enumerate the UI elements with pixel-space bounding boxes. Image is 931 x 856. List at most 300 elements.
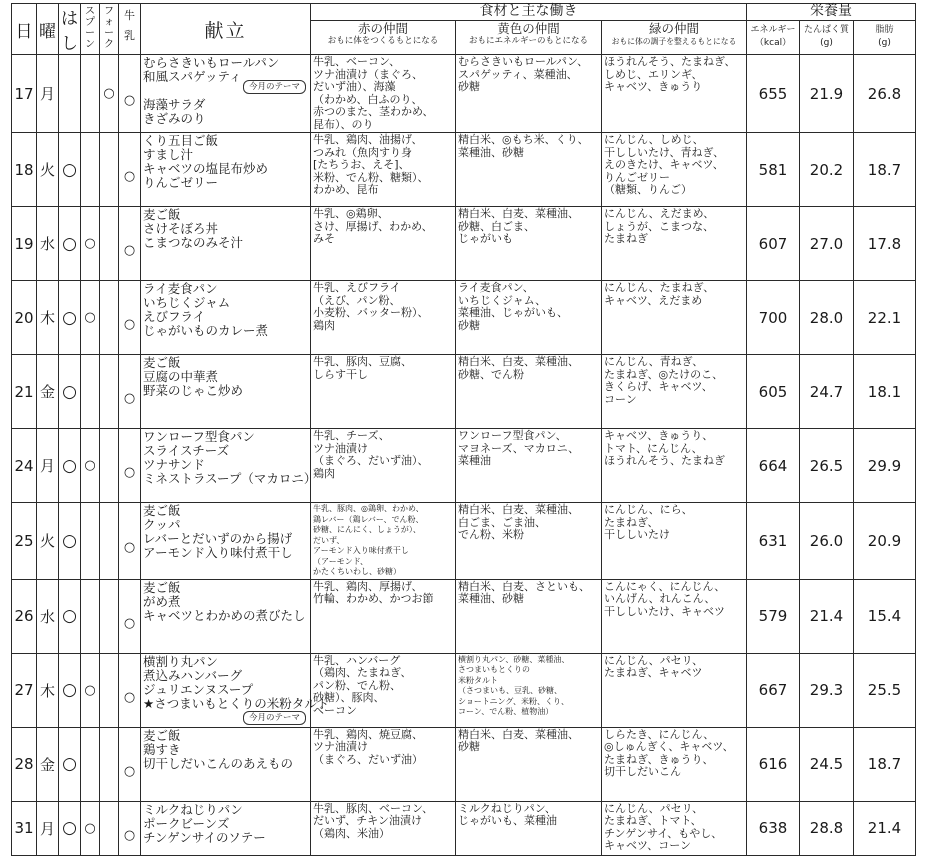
- table-row: [12, 503, 916, 580]
- green-line: こんにゃく、にんじん、: [604, 579, 726, 593]
- yellow-line: じゃがいも、菜種油: [458, 814, 557, 827]
- green-line: 干ししいたけ、キャベツ: [604, 604, 725, 618]
- spoon-cell: ○: [81, 429, 100, 503]
- green-line: えのきたけ、キャベツ、: [604, 158, 724, 171]
- red-line: ツナ油漬け: [313, 441, 368, 455]
- menu-cell: [141, 503, 311, 580]
- red-line: 竹輪、わかめ、かつお節: [313, 592, 434, 605]
- milk-cell: ○: [119, 355, 141, 429]
- green-ingredients-cell: [602, 133, 747, 207]
- energy-cell: 667: [747, 653, 800, 727]
- fork-cell: [100, 579, 119, 653]
- green-line: ◎しゅんぎく、キャベツ、: [604, 740, 734, 753]
- yellow-line: 砂糖: [458, 740, 480, 753]
- green-line: たまねぎ、キャベツ: [604, 666, 703, 679]
- yellow-ingredients-cell: [456, 133, 602, 207]
- yellow-line: 米粉タルト: [458, 675, 498, 685]
- green-line: たまねぎ、きゅうり、: [604, 752, 714, 766]
- green-line: チンゲンサイ、もやし、: [604, 826, 723, 840]
- fork-cell: [100, 281, 119, 355]
- yellow-ingredients-cell: [456, 801, 602, 855]
- yellow-line: さつまいもとくりの: [458, 665, 530, 674]
- green-line: ほうれんそう、たまねぎ: [604, 454, 725, 467]
- menu-cell: [141, 653, 330, 727]
- yellow-line: 精白米、白麦、菜種油、: [458, 503, 579, 516]
- red-line: 牛乳、鶏肉、焼豆腐、: [313, 727, 423, 741]
- red-ingredients-cell: [311, 133, 456, 207]
- header-yellow-note: おもにエネルギーのもとになる: [468, 36, 588, 46]
- protein-cell: 28.8: [800, 801, 854, 855]
- header-fat: 脂肪 (g): [854, 21, 916, 55]
- header-nutrition-group: 栄養量: [747, 4, 916, 21]
- green-ingredients-cell: [602, 207, 747, 281]
- menu-line: 麦ご飯: [143, 355, 181, 370]
- spoon-cell: [81, 133, 100, 207]
- menu-line: ミルクねじりパン: [143, 801, 243, 817]
- menu-line: こまつなのみそ汁: [143, 235, 244, 250]
- menu-line: きざみのり: [143, 111, 206, 126]
- fork-cell: [100, 355, 119, 429]
- menu-line: ミネストラスープ（マカロニ）: [143, 471, 317, 486]
- red-line: かたくちいわし、砂糖）: [313, 567, 401, 576]
- spoon-cell: [81, 579, 100, 653]
- red-line: 鶏レバー（鶏レバー、でん粉、: [313, 514, 424, 524]
- menu-cell: [141, 281, 311, 355]
- menu-line: 麦ご飯: [143, 727, 181, 743]
- red-ingredients-cell: [311, 429, 456, 503]
- hashi-cell: ○: [59, 207, 81, 281]
- menu-line: 麦ご飯: [143, 207, 181, 222]
- table-row: [12, 579, 916, 653]
- menu-line: 麦ご飯: [143, 503, 181, 518]
- yellow-line: マヨネーズ、マカロニ、: [458, 441, 580, 455]
- yellow-line: 砂糖、でん粉: [458, 367, 524, 381]
- menu-line: 海藻サラダ: [143, 97, 206, 112]
- fat-cell: 15.4: [854, 579, 916, 653]
- day-cell: 17: [12, 55, 37, 133]
- red-line: パン粉、でん粉、: [313, 678, 401, 692]
- yellow-line: むらさきいもロールパン、: [458, 55, 589, 68]
- red-ingredients-cell: [311, 355, 456, 429]
- red-line: だいず油）、海藻: [313, 80, 396, 93]
- weekday-cell: 火: [37, 133, 59, 207]
- menu-line: むらさきいもロールパン: [143, 55, 280, 70]
- red-line: 米粉、でん粉、糖類）、: [313, 170, 429, 184]
- red-ingredients-cell: [311, 281, 456, 355]
- theme-badge: 今月のテーマ: [243, 711, 306, 725]
- yellow-line: いちじくジャム、: [458, 293, 547, 307]
- green-line: キャベツ、きゅうり、: [604, 429, 714, 442]
- menu-line: キャベツとわかめの煮びたし: [143, 607, 306, 623]
- school-lunch-menu-page: [11, 3, 915, 856]
- spoon-cell: [81, 355, 100, 429]
- fork-cell: [100, 207, 119, 281]
- red-line: わかめ、昆布: [313, 183, 379, 196]
- menu-line: ポークビーンズ: [143, 815, 230, 831]
- yellow-ingredients-cell: [456, 429, 602, 503]
- red-line: （わかめ、白ふのり、: [313, 92, 423, 106]
- yellow-line: 横割り丸パン、砂糖、菜種油、: [458, 654, 570, 664]
- yellow-line: 菜種油、じゃがいも、: [458, 306, 568, 319]
- header-red: 赤の仲間 おもに体をつくるもとになる: [311, 21, 456, 55]
- green-line: にんじん、にら、: [604, 503, 693, 516]
- menu-line: アーモンド入り味付煮干し: [143, 545, 293, 560]
- yellow-ingredients-cell: [456, 355, 602, 429]
- menu-line: ジュリエンヌスープ: [143, 681, 254, 697]
- red-line: 砂糖、にんにく、しょうが）、: [313, 525, 421, 534]
- red-line: （まぐろ、だいず油）、: [313, 454, 429, 467]
- red-line: 牛乳、えびフライ: [313, 281, 401, 294]
- green-ingredients-cell: [602, 355, 747, 429]
- menu-line: チンゲンサイのソテー: [143, 829, 266, 845]
- fork-cell: [100, 801, 119, 855]
- red-line: 牛乳、チーズ、: [313, 429, 390, 442]
- green-line: トマト、にんじん、: [604, 441, 703, 455]
- milk-cell: ○: [119, 727, 141, 801]
- fat-cell: 18.1: [854, 355, 916, 429]
- fat-cell: 26.8: [854, 55, 916, 133]
- milk-cell: ○: [119, 281, 141, 355]
- yellow-line: 精白米、◎もち米、くり、: [458, 133, 589, 146]
- fork-cell: [100, 429, 119, 503]
- menu-line: ライ麦食パン: [143, 281, 218, 296]
- red-ingredients-cell: [311, 801, 456, 855]
- menu-line: クッパ: [143, 517, 181, 532]
- day-cell: 19: [12, 207, 37, 281]
- green-ingredients-cell: [602, 55, 747, 133]
- protein-cell: 27.0: [800, 207, 854, 281]
- red-line: 小麦粉、バッター粉）、: [313, 306, 429, 319]
- day-cell: 21: [12, 355, 37, 429]
- energy-cell: 605: [747, 355, 800, 429]
- menu-line: 切干しだいこんのあえもの: [143, 755, 294, 771]
- yellow-line: ショートニング、米粉、くり、: [458, 696, 570, 706]
- green-line: キャベツ、コーン: [604, 839, 692, 852]
- spoon-cell: [81, 55, 100, 133]
- fork-cell: [100, 503, 119, 580]
- green-line: 干ししいたけ、青ねぎ、: [604, 145, 725, 159]
- red-ingredients-cell: [311, 55, 456, 133]
- red-line: 牛乳、◎鶏卵、: [313, 207, 389, 220]
- red-line: しらす干し: [313, 367, 368, 381]
- protein-cell: 20.2: [800, 133, 854, 207]
- hashi-cell: ○: [59, 579, 81, 653]
- table-row: [12, 55, 916, 133]
- green-line: にんじん、えだまめ、: [604, 207, 715, 220]
- green-line: にんじん、パセリ、: [604, 653, 704, 667]
- red-line: 牛乳、ハンバーグ: [313, 653, 401, 667]
- yellow-ingredients-cell: [456, 55, 602, 133]
- menu-table: [11, 3, 916, 856]
- green-line: ほうれんそう、たまねぎ、: [604, 55, 736, 68]
- spoon-cell: ○: [81, 207, 100, 281]
- header-menu: 献立: [141, 4, 311, 55]
- yellow-ingredients-cell: [456, 653, 602, 727]
- menu-line: 麦ご飯: [143, 579, 181, 595]
- day-cell: 28: [12, 727, 37, 801]
- energy-cell: 700: [747, 281, 800, 355]
- milk-cell: ○: [119, 503, 141, 580]
- red-line: 昆布）、のり: [313, 117, 374, 131]
- green-line: にんじん、たまねぎ、: [604, 281, 715, 294]
- weekday-cell: 水: [37, 579, 59, 653]
- green-line: キャベツ、えだまめ: [604, 293, 703, 307]
- energy-cell: 579: [747, 579, 800, 653]
- header-spoon: ス プ ー ン: [81, 4, 100, 55]
- menu-line: さけそぼろ丼: [143, 221, 219, 236]
- red-line: （まぐろ、だいず油）: [313, 752, 423, 766]
- table-row: [12, 801, 916, 855]
- red-ingredients-cell: [311, 653, 456, 727]
- menu-cell: [141, 207, 311, 281]
- energy-cell: 655: [747, 55, 800, 133]
- weekday-cell: 水: [37, 207, 59, 281]
- fork-cell: [100, 653, 119, 727]
- weekday-cell: 月: [37, 55, 59, 133]
- fat-cell: 21.4: [854, 801, 916, 855]
- menu-cell: [141, 55, 311, 133]
- red-ingredients-cell: [311, 207, 456, 281]
- yellow-line: 精白米、白麦、菜種油、: [458, 727, 579, 741]
- hashi-cell: [59, 55, 81, 133]
- hashi-cell: ○: [59, 801, 81, 855]
- weekday-cell: 金: [37, 727, 59, 801]
- weekday-cell: 木: [37, 653, 59, 727]
- green-line: たまねぎ、: [604, 515, 659, 529]
- red-line: （鶏肉、米油）: [313, 826, 390, 840]
- protein-cell: 21.4: [800, 579, 854, 653]
- protein-cell: 26.5: [800, 429, 854, 503]
- yellow-line: コーン、でん粉、植物油）: [458, 707, 554, 716]
- menu-line: くり五目ご飯: [143, 133, 219, 148]
- menu-line: がめ煮: [143, 593, 181, 609]
- red-line: 牛乳、豚肉、ベーコン、: [313, 801, 434, 815]
- day-cell: 24: [12, 429, 37, 503]
- red-line: ツナ油漬け: [313, 740, 368, 753]
- menu-line: りんごゼリー: [143, 175, 219, 190]
- milk-cell: ○: [119, 801, 141, 855]
- yellow-line: ワンローフ型食パン、: [458, 429, 567, 442]
- menu-line: 横割り丸パン: [143, 653, 219, 669]
- table-row: [12, 133, 916, 207]
- fat-cell: 20.9: [854, 503, 916, 580]
- red-line: 牛乳、鶏肉、油揚げ、: [313, 133, 423, 146]
- protein-cell: 21.9: [800, 55, 854, 133]
- day-cell: 20: [12, 281, 37, 355]
- weekday-cell: 火: [37, 503, 59, 580]
- yellow-line: 精白米、白麦、菜種油、: [458, 207, 579, 220]
- energy-cell: 664: [747, 429, 800, 503]
- green-line: きくらげ、キャベツ、: [604, 380, 713, 393]
- menu-cell: [141, 355, 311, 429]
- menu-line: 和風スパゲッティ: [143, 69, 242, 84]
- red-line: だいず、チキン油漬け: [313, 814, 423, 827]
- red-line: （アーモンド、: [313, 556, 369, 566]
- green-ingredients-cell: [602, 727, 747, 801]
- yellow-line: でん粉、米粉: [458, 528, 524, 541]
- protein-cell: 24.5: [800, 727, 854, 801]
- fork-cell: [100, 727, 119, 801]
- red-line: 牛乳、豚肉、豆腐、: [313, 355, 412, 368]
- energy-cell: 631: [747, 503, 800, 580]
- spoon-cell: ○: [81, 801, 100, 855]
- green-line: にんじん、パセリ、: [604, 801, 704, 815]
- menu-line: 豆腐の中華煮: [143, 369, 219, 384]
- hashi-cell: ○: [59, 355, 81, 429]
- yellow-ingredients-cell: [456, 207, 602, 281]
- green-line: にんじん、しめじ、: [604, 133, 704, 146]
- menu-line: レバーとだいずのから揚げ: [143, 531, 293, 546]
- table-row: [12, 727, 916, 801]
- yellow-ingredients-cell: [456, 281, 602, 355]
- yellow-line: （さつまいも、豆乳、砂糖、: [458, 686, 562, 695]
- weekday-cell: 月: [37, 801, 59, 855]
- yellow-line: スパゲッティ、菜種油、: [458, 67, 578, 81]
- hashi-cell: ○: [59, 503, 81, 580]
- yellow-ingredients-cell: [456, 579, 602, 653]
- green-ingredients-cell: [602, 801, 747, 855]
- weekday-cell: 金: [37, 355, 59, 429]
- green-line: コーン: [604, 392, 637, 406]
- menu-cell: [141, 801, 311, 855]
- hashi-cell: ○: [59, 429, 81, 503]
- fat-cell: 18.7: [854, 727, 916, 801]
- fat-cell: 22.1: [854, 281, 916, 355]
- header-protein: たんぱく質 (g): [800, 21, 854, 55]
- menu-cell: [141, 727, 311, 801]
- yellow-ingredients-cell: [456, 503, 602, 580]
- green-line: キャベツ、きゅうり: [604, 80, 703, 93]
- table-row: [12, 281, 916, 355]
- green-line: にんじん、青ねぎ、: [604, 355, 704, 368]
- day-cell: 31: [12, 801, 37, 855]
- menu-line: ワンローフ型食パン: [143, 429, 255, 444]
- hashi-cell: ○: [59, 281, 81, 355]
- green-line: りんごゼリー: [604, 170, 670, 184]
- fork-cell: [100, 133, 119, 207]
- fork-cell: ○: [100, 55, 119, 133]
- yellow-line: 砂糖: [458, 318, 480, 332]
- green-ingredients-cell: [602, 281, 747, 355]
- protein-cell: 28.0: [800, 281, 854, 355]
- green-ingredients-cell: [602, 503, 747, 580]
- header-date: 日: [12, 4, 37, 55]
- hashi-cell: ○: [59, 653, 81, 727]
- energy-cell: 607: [747, 207, 800, 281]
- yellow-line: 菜種油: [458, 454, 491, 467]
- header-milk: 牛 乳: [119, 4, 141, 55]
- yellow-line: 精白米、白麦、菜種油、: [458, 355, 579, 368]
- red-line: 牛乳、鶏肉、厚揚げ、: [313, 579, 423, 593]
- red-line: さけ、厚揚げ、わかめ、: [313, 219, 433, 233]
- menu-cell: [141, 579, 311, 653]
- theme-badge: 今月のテーマ: [243, 80, 306, 94]
- menu-line: スライスチーズ: [143, 443, 230, 458]
- red-ingredients-cell: [311, 727, 456, 801]
- header-ingredients-group: 食材と主な働き: [311, 4, 747, 21]
- energy-cell: 581: [747, 133, 800, 207]
- yellow-line: 白ごま、ごま油、: [458, 515, 546, 529]
- green-ingredients-cell: [602, 579, 747, 653]
- yellow-ingredients-cell: [456, 727, 602, 801]
- header-energy: エネルギー （kcal）: [747, 21, 800, 55]
- fat-cell: 17.8: [854, 207, 916, 281]
- red-ingredients-cell: [311, 579, 456, 653]
- energy-cell: 638: [747, 801, 800, 855]
- green-ingredients-cell: [602, 653, 747, 727]
- menu-line: いちじくジャム: [143, 295, 231, 310]
- milk-cell: ○: [119, 55, 141, 133]
- menu-line: キャベツの塩昆布炒め: [143, 161, 269, 176]
- green-line: 切干しだいこん: [604, 765, 681, 778]
- fat-cell: 25.5: [854, 653, 916, 727]
- spoon-cell: [81, 503, 100, 580]
- red-line: 牛乳、ベーコン、: [313, 55, 401, 68]
- menu-cell: [141, 133, 311, 207]
- header-red-note: おもに体をつくるもとになる: [327, 36, 439, 46]
- day-cell: 26: [12, 579, 37, 653]
- day-cell: 25: [12, 503, 37, 580]
- menu-line: じゃがいものカレー煮: [143, 323, 269, 338]
- menu-line: ツナサンド: [143, 457, 205, 472]
- red-line: ベーコン: [313, 703, 357, 717]
- header-yellow: 黄色の仲間 おもにエネルギーのもとになる: [456, 21, 602, 55]
- milk-cell: ○: [119, 653, 141, 727]
- yellow-line: ライ麦食パン、: [458, 281, 534, 294]
- yellow-line: 菜種油、砂糖: [458, 145, 524, 159]
- milk-cell: ○: [119, 133, 141, 207]
- yellow-line: 菜種油、砂糖: [458, 592, 524, 605]
- red-line: 鶏肉: [313, 466, 335, 480]
- yellow-line: 砂糖: [458, 80, 480, 93]
- hashi-cell: ○: [59, 727, 81, 801]
- red-line: 牛乳、豚肉、◎鶏卵、わかめ、: [313, 504, 424, 513]
- table-row: [12, 653, 916, 727]
- green-line: しょうが、こまつな、: [604, 219, 714, 233]
- yellow-line: 砂糖、白ごま、: [458, 219, 535, 233]
- header-weekday: 曜: [37, 4, 59, 55]
- spoon-cell: ○: [81, 281, 100, 355]
- menu-line: 野菜のじゃこ炒め: [143, 383, 244, 398]
- red-line: 鶏肉: [313, 318, 335, 332]
- milk-cell: ○: [119, 579, 141, 653]
- hashi-cell: ○: [59, 133, 81, 207]
- green-line: しらたき、にんじん、: [604, 727, 715, 741]
- menu-line: すまし汁: [143, 147, 194, 162]
- red-line: （えび、パン粉、: [313, 293, 401, 307]
- menu-line: 鶏すき: [143, 741, 181, 757]
- red-line: アーモンド入り味付煮干し: [313, 546, 409, 555]
- green-line: たまねぎ: [604, 232, 648, 245]
- red-line: つみれ（魚肉すり身: [313, 145, 412, 159]
- green-line: たまねぎ、トマト、: [604, 814, 702, 827]
- menu-line: ★さつまいもとくりの米粉タルト: [143, 695, 330, 711]
- yellow-line: ミルクねじりパン、: [458, 801, 556, 815]
- table-row: [12, 207, 916, 281]
- red-line: ツナ油漬け（まぐろ、: [313, 67, 423, 81]
- milk-cell: ○: [119, 207, 141, 281]
- green-ingredients-cell: [602, 429, 747, 503]
- spoon-cell: ○: [81, 653, 100, 727]
- red-line: 赤つのまた、茎わかめ、: [313, 105, 434, 118]
- green-line: たまねぎ、◎たけのこ、: [604, 367, 724, 381]
- spoon-cell: [81, 727, 100, 801]
- red-line: 砂糖）、豚肉、: [313, 691, 385, 704]
- green-line: しめじ、エリンギ、: [604, 67, 703, 81]
- energy-cell: 616: [747, 727, 800, 801]
- menu-line: 煮込みハンバーグ: [143, 667, 243, 683]
- menu-line: えびフライ: [143, 309, 206, 324]
